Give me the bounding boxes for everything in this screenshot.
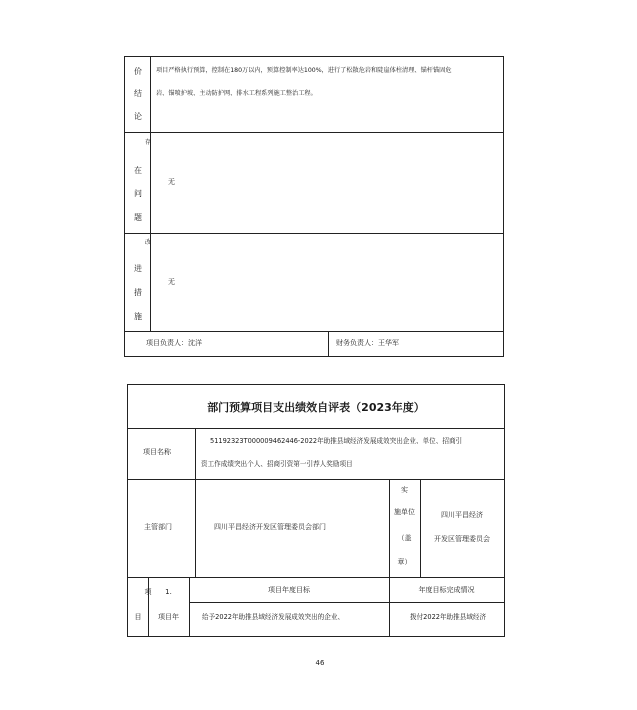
self-evaluation-table [127,384,505,637]
problems-label-char: 存 [144,139,151,146]
row-divider [125,132,503,133]
impl-unit-label: 实 [401,486,408,494]
impl-unit-label: （盖 [397,534,412,542]
measures-label-char: 改 [144,239,151,246]
goal-completion-header: 年度目标完成情况 [418,586,475,594]
row-divider [189,602,504,603]
dept-label: 主管部门 [144,523,172,531]
project-lead: 项目负责人：沈洋 [146,339,202,347]
impl-unit-value: 开发区管理委员会 [434,535,490,543]
goal-section-char: 项 [144,588,152,596]
problems-label-char: 在 [134,166,142,175]
column-divider [150,57,151,331]
measures-label-char: 措 [134,288,142,297]
conclusion-label-char: 价 [134,67,142,76]
impl-unit-value: 四川平昌经济 [441,511,483,519]
conclusion-label-char: 结 [134,89,142,98]
column-divider [420,479,421,577]
measures-label-char: 施 [134,312,142,321]
problems-value: 无 [168,178,175,186]
goal-index: 1. [165,588,172,596]
project-year-label: 项目年 [158,613,179,621]
column-divider [189,577,190,636]
column-divider [148,577,149,636]
project-name-line: 资工作成绩突出个人、招商引资第一引荐人奖励项目 [201,460,353,468]
impl-unit-label: 章） [397,558,412,566]
project-name-line: 51192323T000009462446-2022年助推县域经济发展成效突出企业、单位、招商引 [210,437,463,445]
measures-value: 无 [168,278,175,286]
dept-value: 四川平昌经济开发区管理委员会部门 [214,523,326,531]
goal-section-char: 目 [134,613,142,621]
conclusion-text-line: 岩、锚喷护坡、主动防护网、排水工程系列施工整治工程。 [156,90,317,97]
impl-unit-label: 施单位 [394,508,415,516]
measures-label-char: 进 [134,264,142,273]
goal-completion-text: 拨付2022年助推县域经济 [410,613,487,621]
row-divider [125,331,503,332]
column-divider [328,331,329,356]
project-name-label: 项目名称 [143,448,171,456]
table-title: 部门预算项目支出绩效自评表（2023年度） [207,401,425,414]
page-number: 46 [315,659,325,667]
conclusion-text-line: 项目严格执行预算，控制在180万以内，预算控制率达100%，进行了松散危岩和陡崖体柱清理、锚杆锚固危 [156,67,452,74]
row-divider [128,428,504,429]
annual-goal-header: 项目年度目标 [268,586,310,594]
row-divider [125,233,503,234]
annual-goal-text: 给予2022年助推县域经济发展成效突出的企业、 [202,613,345,621]
conclusion-label-char: 论 [134,112,142,121]
column-divider [389,577,390,636]
finance-lead: 财务负责人：王华军 [336,339,399,347]
problems-label-char: 问 [134,189,142,198]
row-divider [128,577,504,578]
column-divider [195,428,196,577]
problems-label-char: 题 [134,213,142,222]
evaluation-table [124,56,504,357]
row-divider [128,479,504,480]
